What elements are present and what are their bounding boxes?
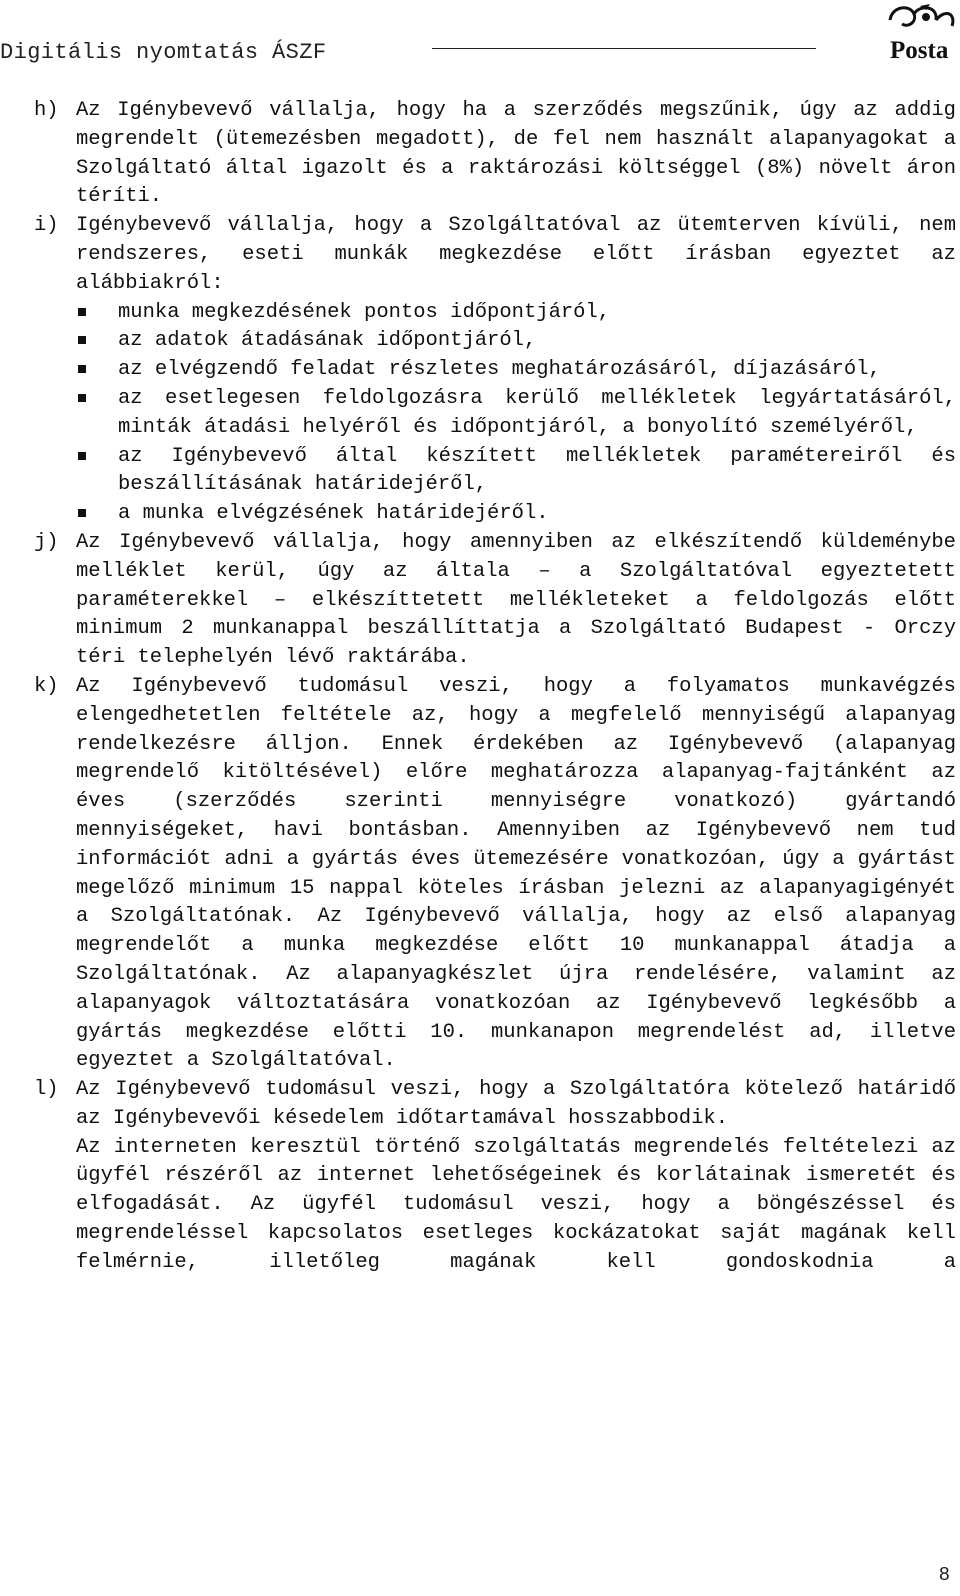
document-header-title: Digitális nyomtatás ÁSZF [0, 40, 327, 65]
posta-logo [884, 0, 960, 70]
square-bullet-icon [78, 365, 86, 373]
clause-i [34, 212, 956, 529]
header-rule [432, 48, 816, 49]
bullet-item [76, 500, 956, 529]
square-bullet-icon [78, 394, 86, 402]
bullet-text: az elvégzendő feladat részletes meghatározásáról, díjazásáról, [118, 358, 881, 382]
clause-marker: j) [34, 530, 59, 554]
bullet-text: a munka elvégzésének határidejéről. [118, 502, 549, 526]
square-bullet-icon [78, 452, 86, 460]
clause-text: Az Igénybevevő tudomásul veszi, hogy a folyamatos munkavégzés elengedhetetlen feltétele az, hogy a megfelelő mennyiségű alapanyag rendelkezésre álljon. Ennek érdekében az Igénybevevő (alapanyag megrendelő kitöltésével) előre meghatározza alapanyag-fajtánként az éves (szerződés szerinti mennyiségre vonatkozó) gyártandó mennyiségeket, havi bontásban. Amennyiben az Igénybevevő nem tud információt adni a gyártás éves ütemezésére vonatkozóan, úgy a gyártást megelőző minimum 15 nappal köteles írásban jelezni az alapanyagigényét a Szolgáltatónak. Az Igénybevevő vállalja, hogy az első alapanyag megrendelőt a munka megkezdése előtt 10 munkanappal átadja a Szolgáltatónak. Az alapanyagkészlet újra rendelésére, valamint az alapanyagok változtatására vonatkozóan az Igénybevevő legkésőbb a gyártás megkezdése előtti 10. munkanapon megrendelést ad, illetve egyeztet a Szolgáltatóval. [76, 674, 956, 1073]
bullet-text: munka megkezdésének pontos időpontjáról, [118, 300, 611, 324]
bullet-text: az esetlegesen feldolgozásra kerülő mellékletek legyártatásáról, minták átadási helyéről és időpontjáról, a bonyolító személyéről, [118, 386, 956, 439]
clause-marker: l) [34, 1078, 59, 1102]
posta-logo-text: Posta [890, 37, 949, 64]
clause-marker: i) [34, 214, 59, 238]
square-bullet-icon [78, 336, 86, 344]
bullet-item [76, 356, 956, 385]
clause-k [34, 673, 956, 1076]
clause-text: Az Igénybevevő vállalja, hogy ha a szerződés megszűnik, úgy az addig megrendelt (ütemezésben megadott), de fel nem használt alapanyagokat a Szolgáltató által igazolt és a raktározási költséggel (8%) növelt áron téríti. [76, 99, 956, 209]
clause-marker: k) [34, 674, 59, 698]
document-body [34, 97, 956, 1278]
closing-paragraph: Az interneten keresztül történő szolgáltatás megrendelés feltételezi az ügyfél részéről az internet lehetőségeinek és korlátainak ismeretét és elfogadását. Az ügyfél tudomásul veszi, hogy a böngészéssel és megrendeléssel kapcsolatos esetleges kockázatokat saját magának kell felmérnie, illetőleg magának kell gondoskodnia a [76, 1135, 956, 1274]
bullet-item [76, 327, 956, 356]
clause-marker: h) [34, 99, 59, 122]
square-bullet-icon [78, 509, 86, 517]
bullet-item [76, 299, 956, 328]
clause-text: Az Igénybevevő tudomásul veszi, hogy a Szolgáltatóra kötelező határidő az Igénybevevői késedelem időtartamával hosszabbodik. [76, 1078, 956, 1130]
clause-h [34, 97, 956, 212]
bullet-item [76, 385, 956, 443]
clause-text: Az Igénybevevő vállalja, hogy amennyiben az elkészítendő küldeménybe melléklet kerül, úgy az általa – a Szolgáltatóval egyeztetett paraméterekkel – elkészíttetett mellékleteket a feldolgozás előtt minimum 2 munkanappal beszállíttatja a Szolgáltató Budapest - Orczy téri telephelyén lévő raktárába. [76, 530, 956, 670]
bullet-item [76, 443, 956, 501]
page-number: 8 [938, 1564, 950, 1586]
bullet-text: az adatok átadásának időpontjáról, [118, 329, 537, 353]
bullet-text: az Igénybevevő által készített mellékletek paramétereiről és beszállításának határidejéről, [118, 444, 956, 497]
clause-l [34, 1076, 956, 1134]
clause-text: Igénybevevő vállalja, hogy a Szolgáltatóval az ütemterven kívüli, nem rendszeres, eseti munkák megkezdése előtt írásban egyeztet az alábbiakról: [76, 214, 956, 295]
square-bullet-icon [78, 308, 86, 316]
clause-j [34, 529, 956, 673]
